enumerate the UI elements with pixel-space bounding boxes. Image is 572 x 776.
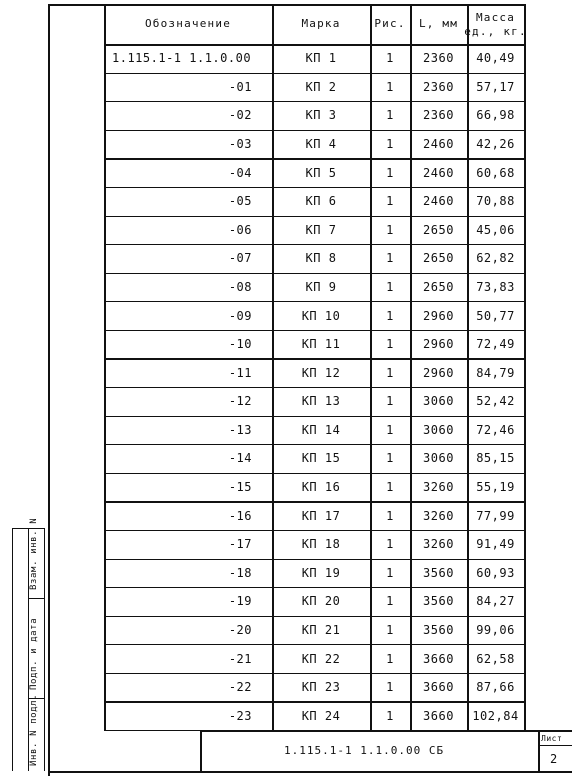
row-mark: КП 4 — [305, 137, 337, 152]
row-mark: КП 8 — [305, 251, 337, 266]
row-mass: 72,46 — [476, 422, 515, 437]
table-row-line — [104, 559, 524, 560]
row-designation: -16 — [228, 508, 252, 523]
table-row-line — [104, 587, 524, 588]
row-figure: 1 — [386, 251, 394, 266]
table-row-line — [104, 473, 524, 474]
row-length: 3660 — [423, 708, 454, 723]
row-mass: 77,99 — [476, 508, 515, 523]
table-row-line — [104, 530, 524, 531]
row-length: 2460 — [423, 137, 454, 152]
row-figure: 1 — [386, 594, 394, 609]
row-length: 3260 — [423, 508, 454, 523]
row-mark: КП 2 — [305, 79, 337, 94]
row-designation: -15 — [228, 480, 252, 495]
side-stamp-label: Подп. и дата — [29, 617, 39, 690]
row-designation: -10 — [228, 337, 252, 352]
row-mass: 70,88 — [476, 194, 515, 209]
row-length: 2360 — [423, 79, 454, 94]
title-block-divider-line — [538, 730, 540, 771]
table-row-line — [104, 358, 524, 359]
row-figure: 1 — [386, 508, 394, 523]
row-designation: -23 — [228, 708, 252, 723]
row-length: 3560 — [423, 565, 454, 580]
side-stamp-label: Инв. N подл. — [29, 693, 39, 766]
stamp-line — [12, 528, 44, 529]
row-length: 3060 — [423, 394, 454, 409]
row-designation: -13 — [228, 422, 252, 437]
row-figure: 1 — [386, 622, 394, 637]
row-figure: 1 — [386, 108, 394, 123]
table-column-line — [410, 4, 412, 730]
header-mass-unit: ед., кг. — [464, 25, 527, 38]
header-figure: Рис. — [374, 17, 406, 30]
row-length: 2650 — [423, 279, 454, 294]
table-top-line — [104, 4, 524, 6]
row-length: 3060 — [423, 422, 454, 437]
row-figure: 1 — [386, 165, 394, 180]
row-mass: 60,68 — [476, 165, 515, 180]
row-mass: 60,93 — [476, 565, 515, 580]
row-mark: КП 15 — [301, 451, 341, 466]
row-mass: 73,83 — [476, 279, 515, 294]
table-row-line — [104, 187, 524, 188]
row-designation: -17 — [228, 537, 252, 552]
stamp-line — [44, 528, 45, 771]
row-mark: КП 22 — [301, 651, 341, 666]
row-figure: 1 — [386, 79, 394, 94]
row-length: 3660 — [423, 651, 454, 666]
row-mass: 99,06 — [476, 622, 515, 637]
stamp-line — [12, 528, 13, 771]
row-mass: 85,15 — [476, 451, 515, 466]
frame-bottom-line — [48, 771, 572, 773]
row-length: 3660 — [423, 680, 454, 695]
row-mark: КП 11 — [301, 337, 341, 352]
row-mark: КП 13 — [301, 394, 341, 409]
row-designation: -05 — [228, 194, 252, 209]
row-figure: 1 — [386, 394, 394, 409]
row-mark: КП 16 — [301, 480, 341, 495]
row-length: 3560 — [423, 594, 454, 609]
row-mass: 102,84 — [472, 708, 519, 723]
table-row-line — [104, 101, 524, 102]
row-length: 2360 — [423, 51, 454, 66]
row-figure: 1 — [386, 680, 394, 695]
row-designation: -08 — [228, 279, 252, 294]
table-column-line — [524, 4, 526, 730]
table-row-line — [104, 130, 524, 131]
header-mark: Марка — [301, 17, 341, 30]
table-row-line — [104, 216, 524, 217]
row-mark: КП 19 — [301, 565, 341, 580]
table-row-line — [104, 673, 524, 674]
table-row-line — [104, 644, 524, 645]
row-mark: КП 6 — [305, 194, 337, 209]
row-mark: КП 9 — [305, 279, 337, 294]
row-mark: КП 18 — [301, 537, 341, 552]
sheet-number: 2 — [550, 752, 558, 766]
row-length: 2650 — [423, 251, 454, 266]
row-length: 2960 — [423, 308, 454, 323]
row-length: 2960 — [423, 365, 454, 380]
title-block-left-line — [200, 730, 202, 771]
row-figure: 1 — [386, 451, 394, 466]
header-mass: Масса — [475, 11, 516, 24]
table-row-line — [104, 616, 524, 617]
row-mark: КП 10 — [301, 308, 341, 323]
row-mark: КП 24 — [301, 708, 341, 723]
row-designation: -01 — [228, 79, 252, 94]
frame-top-left-line — [48, 4, 104, 6]
row-length: 2460 — [423, 194, 454, 209]
row-figure: 1 — [386, 51, 394, 66]
row-mass: 57,17 — [476, 79, 515, 94]
row-designation: -06 — [228, 222, 252, 237]
table-row-line — [104, 273, 524, 274]
row-figure: 1 — [386, 422, 394, 437]
table-column-line — [104, 4, 106, 730]
row-designation: -22 — [228, 680, 252, 695]
table-row-line — [104, 701, 524, 702]
row-mass: 55,19 — [476, 480, 515, 495]
row-mass: 45,06 — [476, 222, 515, 237]
table-row-line — [104, 501, 524, 502]
row-figure: 1 — [386, 537, 394, 552]
row-mass: 40,49 — [476, 51, 515, 66]
frame-left-line — [48, 4, 50, 776]
row-mark: КП 12 — [301, 365, 341, 380]
row-length: 2460 — [423, 165, 454, 180]
row-figure: 1 — [386, 651, 394, 666]
title-block-code: 1.115.1-1 1.1.0.00 СБ — [284, 744, 445, 757]
row-designation: -19 — [228, 594, 252, 609]
table-row-line — [104, 387, 524, 388]
row-designation: -20 — [228, 622, 252, 637]
sheet-label: Лист — [541, 734, 563, 743]
row-designation: -04 — [228, 165, 252, 180]
table-row-line — [104, 416, 524, 417]
row-mark: КП 20 — [301, 594, 341, 609]
row-figure: 1 — [386, 137, 394, 152]
table-column-line — [467, 4, 469, 730]
row-mass: 91,49 — [476, 537, 515, 552]
title-block-top-line — [200, 730, 572, 732]
header-length: L, мм — [418, 17, 459, 30]
row-designation: -14 — [228, 451, 252, 466]
title-block-sheet-line — [538, 745, 572, 746]
row-mark: КП 7 — [305, 222, 337, 237]
row-figure: 1 — [386, 308, 394, 323]
table-column-line — [370, 4, 372, 730]
row-mass: 66,98 — [476, 108, 515, 123]
row-figure: 1 — [386, 708, 394, 723]
row-designation: -03 — [228, 137, 252, 152]
stamp-line — [28, 598, 44, 599]
row-designation: -21 — [228, 651, 252, 666]
row-length: 2650 — [423, 222, 454, 237]
row-figure: 1 — [386, 222, 394, 237]
row-mark: КП 23 — [301, 680, 341, 695]
row-length: 3560 — [423, 622, 454, 637]
row-mass: 62,82 — [476, 251, 515, 266]
row-mass: 62,58 — [476, 651, 515, 666]
row-designation: -11 — [228, 365, 252, 380]
row-mass: 50,77 — [476, 308, 515, 323]
row-mass: 84,79 — [476, 365, 515, 380]
table-row-line — [104, 244, 524, 245]
row-mass: 52,42 — [476, 394, 515, 409]
row-designation: -18 — [228, 565, 252, 580]
row-designation: -12 — [228, 394, 252, 409]
row-figure: 1 — [386, 279, 394, 294]
row-designation: -02 — [228, 108, 252, 123]
row-mark: КП 17 — [301, 508, 341, 523]
row-designation: 1.115.1-1 1.1.0.00 — [112, 51, 252, 66]
row-length: 3060 — [423, 451, 454, 466]
table-row-line — [104, 330, 524, 331]
row-mark: КП 14 — [301, 422, 341, 437]
row-mark: КП 5 — [305, 165, 337, 180]
row-figure: 1 — [386, 194, 394, 209]
row-mass: 84,27 — [476, 594, 515, 609]
row-designation: -07 — [228, 251, 252, 266]
side-stamp-label: Взам. инв. N — [29, 517, 39, 590]
row-length: 3260 — [423, 537, 454, 552]
table-row-line — [104, 73, 524, 74]
row-mark: КП 1 — [305, 51, 337, 66]
table-column-line — [272, 4, 274, 730]
row-mark: КП 21 — [301, 622, 341, 637]
header-designation: Обозначение — [144, 17, 232, 30]
row-mass: 42,26 — [476, 137, 515, 152]
table-row-line — [104, 158, 524, 159]
row-mark: КП 3 — [305, 108, 337, 123]
row-mass: 72,49 — [476, 337, 515, 352]
row-figure: 1 — [386, 480, 394, 495]
row-length: 2960 — [423, 337, 454, 352]
table-row-line — [104, 444, 524, 445]
row-figure: 1 — [386, 365, 394, 380]
row-figure: 1 — [386, 337, 394, 352]
table-header-line — [104, 44, 524, 46]
row-length: 2360 — [423, 108, 454, 123]
table-row-line — [104, 301, 524, 302]
row-figure: 1 — [386, 565, 394, 580]
row-length: 3260 — [423, 480, 454, 495]
row-mass: 87,66 — [476, 680, 515, 695]
row-designation: -09 — [228, 308, 252, 323]
